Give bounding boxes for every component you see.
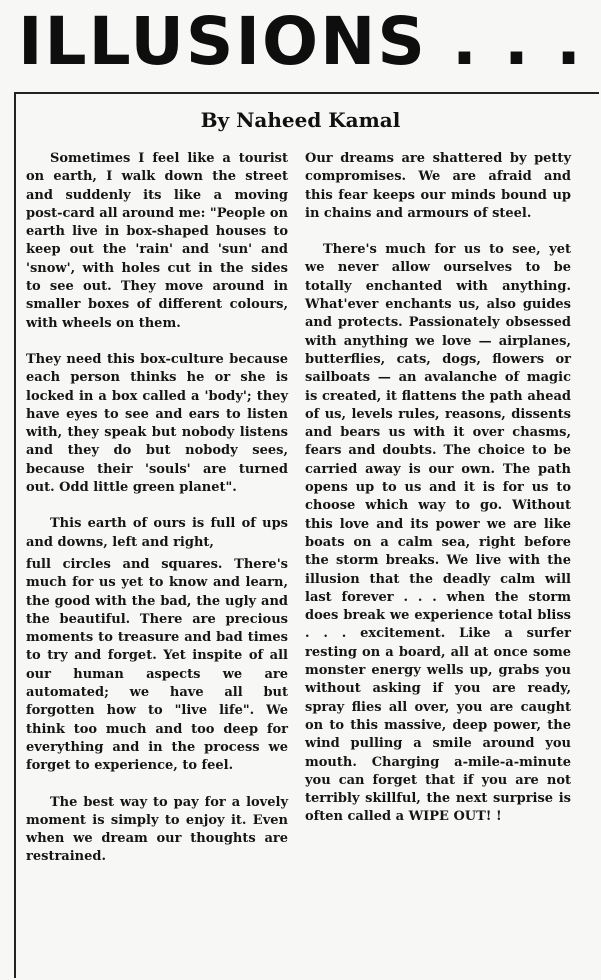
top-rule bbox=[14, 92, 599, 94]
article-title: ILLUSIONS . . . bbox=[18, 3, 584, 80]
paragraph: This earth of ours is full of ups and downs, left and right, bbox=[26, 516, 288, 550]
byline: By Naheed Kamal bbox=[200, 108, 401, 132]
paragraph: There's much for us to see, yet we never allow ourselves to be totally enchanted with anything. What'ever enchants us, also guides and protects. Passionately obsessed with anything we love — airplanes, butterflies, cats, dogs, flowers or sailboats — an avalanche of magic is created, it flattens the path ahead of us, levels rules, reasons, dissents and bears us with it over chasms, fears and doubts. The choice to be carried away is our own. The path opens up to us and it is for us to choose which way to go. Without this love and its power we are like boats on a calm sea, right before the storm breaks. We live with the illusion that the deadly calm will last forever . . . when the storm does break we experience total bliss . . . excitement. Like a surfer resting on a board, all at once some monster energy wells up, grabs you without asking if you are ready, spray flies all over, you are caught on to this massive, deep power, the wind pulling a smile around you mouth. Charging a-mile-a-minute you can forget that if you are not terribly skillful, the next surprise is often called a WIPE OUT! ! bbox=[305, 242, 571, 825]
paragraph: Our dreams are shattered by petty compromises. We are afraid and this fear keeps our minds bound up in chains and armours of steel. bbox=[305, 151, 571, 221]
paragraph: They need this box-culture because each person thinks he or she is locked in a box called a 'body'; they have eyes to see and ears to listen with, they speak but nobody listens and they do but nobody sees, because their 'souls' are turned out. Odd little green planet". bbox=[26, 351, 288, 496]
left-rule bbox=[14, 92, 16, 978]
paragraph: The best way to pay for a lovely moment is simply to enjoy it. Even when we dream our thoughts are restrained. bbox=[26, 794, 288, 865]
right-column bbox=[305, 150, 571, 845]
left-column bbox=[26, 150, 288, 885]
paragraph: Sometimes I feel like a tourist on earth, I walk down the street and suddenly its like a moving post-card all around me: "People on earth live in box-shaped houses to keep out the 'rain' and 'sun' and 'snow', with holes cut in the sides to see out. They move around in smaller boxes of different colours, with wheels on them. bbox=[26, 151, 289, 331]
paragraph: full circles and squares. There's much for us yet to know and learn, the good with the bad, the ugly and the beautiful. There are precious moments to treasure and bad times to try and forget. Yet inspite of all our human aspects we are automated; we have all but forgotten how to "live life". We think too much and too deep for everything and in the process we forget to experience, to feel. bbox=[26, 556, 288, 774]
